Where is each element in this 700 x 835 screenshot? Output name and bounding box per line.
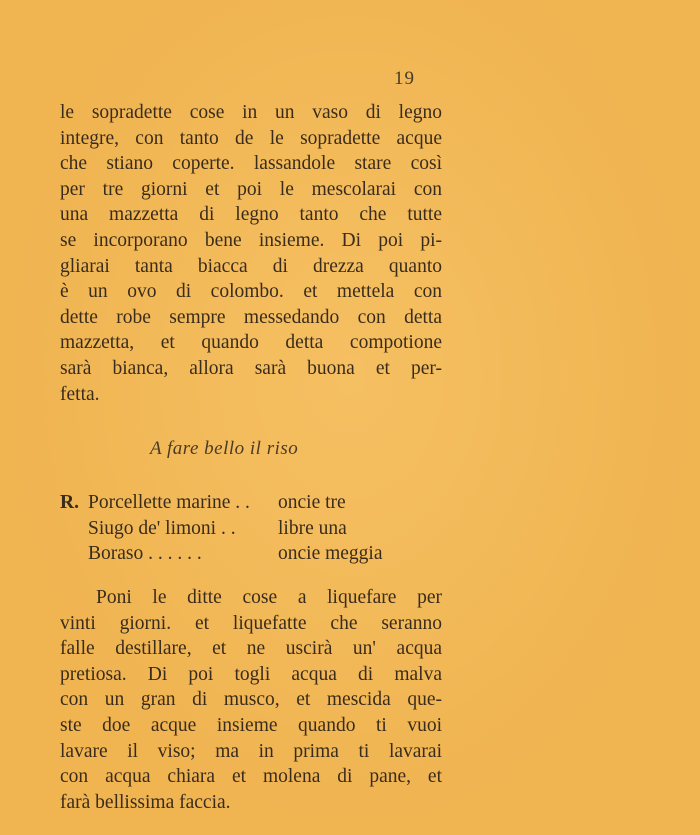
text-line: mazzetta, et quando detta compotione [60, 332, 442, 354]
text-line: per tre giorni et poi le mescolarai con [60, 178, 442, 200]
text-line: che stiano coperte. lassandole stare così [60, 153, 442, 175]
ingredient-quantity: libre una [278, 517, 347, 539]
ingredient-name: Siugo de' limoni . . [88, 517, 236, 539]
ingredient-quantity: oncie meggia [278, 543, 383, 565]
text-line: farà bellissima faccia. [60, 791, 231, 813]
ingredient-quantity: oncie tre [278, 492, 346, 513]
recipe-row [60, 490, 442, 516]
text-line: falle destillare, et ne uscirà un' acqua [60, 638, 442, 660]
text-line: è un ovo di colombo. et mettela con [60, 281, 442, 303]
recipe-row [60, 516, 442, 542]
text-line: con un gran di musco, et mescida que- [60, 689, 442, 711]
ingredient-name: Porcellette marine . . [88, 492, 250, 513]
text-line: vinti giorni. et liquefatte che seranno [60, 612, 442, 634]
text-line: lavare il viso; ma in prima ti lavarai [60, 740, 442, 762]
text-line: integre, con tanto de le sopradette acque [60, 127, 442, 149]
text-line: pretiosa. Di poi togli acqua di malva [60, 663, 442, 685]
ingredient-name: Boraso . . . . . . [88, 543, 202, 565]
text-line: ste doe acque insieme quando ti vuoi [60, 714, 442, 736]
text-line: una mazzetta di legno tanto che tutte [60, 204, 442, 226]
recipe-list [60, 490, 442, 567]
paragraph-1 [60, 100, 442, 407]
text-line: fetta. [60, 383, 100, 405]
text-line: le sopradette cose in un vaso di legno [60, 102, 442, 123]
text-line: con acqua chiara et molena di pane, et [60, 766, 442, 788]
section-heading: A fare bello il riso [150, 438, 299, 459]
text-line: se incorporano bene insieme. Di poi pi- [60, 229, 442, 251]
text-line: dette robe sempre messedando con detta [60, 306, 442, 328]
text-line: sarà bianca, allora sarà buona et per- [60, 357, 442, 379]
text-line: gliarai tanta biacca di drezza quanto [60, 255, 442, 277]
text-line: Poni le ditte cose a liquefare per [96, 587, 442, 608]
recipe-prefix: R. [60, 492, 79, 513]
paragraph-2 [60, 585, 442, 815]
recipe-row [60, 541, 442, 567]
page-number: 19 [394, 68, 415, 89]
